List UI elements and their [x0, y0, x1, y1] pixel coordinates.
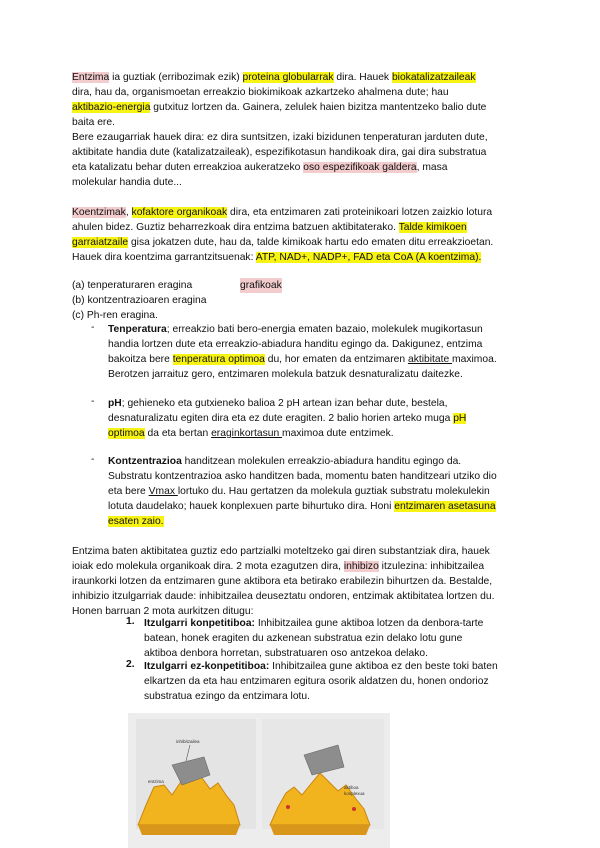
inhibition-figure-svg — [128, 713, 390, 848]
inhibition-figure — [128, 713, 390, 848]
highlight-ph: pH — [453, 413, 467, 424]
figure-label-right: aktiboa — [344, 785, 359, 790]
bullet-dash: - — [91, 322, 95, 333]
intro-paragraph: Entzima ia guztiak (erribozimak ezik) proteina globularrak dira. Hauek biokatalizatzaileak dira, hau da, organismoetan erreakzio biokimikoak azkartzeko ahalmena dute; hau aktibazio-energia gutxituz lortzen da. Gainera, zelulek haien bizitza mantentzeko balio dute baita ere. Bere ezaugarriak hauek dira: ez dira suntsitzen, izaki bizidunen tenperaturan jarduten dute, aktibitate handia dute (katalizatzaileak), espezifikotasun handikoak dira, gai dira substratua eta katalizatu behar duten erreakzioa aukeratzeko oso espezifikoak galdera, masa molekular handia dute... — [72, 72, 488, 188]
bullet-tenperatura: Tenperatura; erreakzio bati bero-energia ematen bazaio, molekulek mugikortasun handia lortzen dute eta erreakzio-abiadura handitu egingo da. Dakigunez, entzima bakoitza bere tenperatura optimoa du, hor ematen da entzimaren aktibitate maximoa. Berotzen jarraituz gero, entzimaren molekula batzuk desnaturalizatu daitezke. — [108, 324, 497, 380]
inhibition-paragraph: Entzima baten aktibitatea guztiz edo partzialki moteltzeko gai diren substantziak dira, hauek ioiak edo molekula organikoak dira. 2 mota ezagutzen dira, inhibizo itzulezina: inhibitzailea iraunkorki lotzen da entzimaren gune aktibora eta betirako erabilezin bihurtzen da. Bestalde, inhibizio itzulgarriak daude: inhibitzailea deuseztatu ondoren, entzimak aktibitatea lortzen du. Honen barruan 2 mota aurkitzen ditugu: — [72, 546, 495, 617]
highlight-entzimaren-asetasuna: entzimaren asetasuna — [394, 501, 496, 512]
bullet-dash: - — [91, 454, 95, 465]
factor-c: (c) Ph-ren eragina. — [72, 310, 158, 321]
highlight-biokatalizatzaileak: biokatalizatzaileak — [391, 72, 476, 83]
factor-list — [72, 278, 532, 323]
inhibition-type-competitive: Itzulgarri konpetitiboa: Inhibitzailea gune aktiboa lotzen da denbora-tarte batean, honek eragiten du azkenean substratua ezin delako lotu gune aktiboa denbora horretan, substratuaren oso antzekoa delako. — [144, 618, 484, 659]
figure-dot — [352, 807, 356, 811]
factor-a: (a) tenperaturaren eragina — [72, 280, 193, 291]
highlight-oso-espezifikoak: oso espezifikoak galdera — [303, 162, 417, 173]
highlight-garraiatzaile: garraiatzaile — [72, 237, 129, 248]
highlight-inhibizo: inhibizo — [343, 561, 379, 572]
highlight-koentzimak: Koentzimak — [72, 207, 126, 218]
figure-label-left: inhibitzailea — [176, 739, 200, 744]
highlight-proteina-globularrak: proteina globularrak — [242, 72, 334, 83]
figure-label-right2: konplexua — [344, 791, 365, 796]
bullet-ph: pH; gehieneko eta gutxieneko balioa 2 pH artean izan behar dute, bestela, desnaturalizatu egiten dira eta ez dute eragiten. 2 balio horien arteko muga pH optimoa da eta bertan eraginkortasun maximoa dute entzimek. — [108, 398, 467, 439]
highlight-optimoa: optimoa — [108, 428, 145, 439]
bullet-kontzentrazioa: Kontzentrazioa handitzean molekulen erreakzio-abiadura handitu egingo da. Substratu kontzentrazioa asko handitzen bada, momentu baten handitzeari utziko dio eta bere Vmax lortuko du. Hau gertatzen da molekula guztiak substratu molekulekin lotuta daudelako; hauek konplexuen parte bihurtuko dira. Honi entzimaren asetasuna esaten zaio. — [108, 456, 497, 527]
highlight-aktibazio-energia: aktibazio-energia — [72, 102, 151, 113]
highlight-talde-kimikoen: Talde kimikoen — [398, 222, 467, 233]
highlight-entzima: Entzima — [72, 72, 110, 83]
figure-dot — [286, 805, 290, 809]
highlight-kofaktore-organikoak: kofaktore organikoak — [131, 207, 228, 218]
highlight-tenperatura-optimoa: tenperatura optimoa — [172, 354, 265, 365]
inhibition-type-noncompetitive: Itzulgarri ez-konpetitiboa: Inhibitzailea gune aktiboa ez den beste toki baten elkartzen da eta hau entzimaren egitura osorik aldatzen du, honen ondorioz substratua ezingo da entzimara lotu. — [144, 661, 498, 702]
figure-label-left2: entzima — [148, 779, 164, 784]
factor-b: (b) kontzentrazioaren eragina — [72, 295, 207, 306]
note-grafikoak: grafikoak — [240, 280, 282, 291]
koentzima-paragraph: Koentzimak, kofaktore organikoak dira, eta entzimaren zati proteinikoari lotzen zaizkio lotura ahulen bidez. Guztiz beharrezkoak dira entzima batzuen aktibitaterako. Talde kimikoen garraiatzaile gisa jokatzen dute, hau da, talde kimikoak hartu edo ematen ditu erreakzioetan. Hauek dira koentzima garrantzitsuenak: ATP, NAD+, NADP+, FAD eta CoA (A koentzima). — [72, 207, 494, 263]
document-page: Entzima ia guztiak (erribozimak ezik) proteina globularrak dira. Hauek biokatalizatzaileak dira, hau da, organismoetan erreakzio biokimikoak azkartzeko ahalmena dute; hau aktibazio-energia gutxituz lortzen da. Gainera, zelulek haien bizitza mantentzeko balio dute baita ere. Bere ezaugarriak hauek dira: ez dira suntsitzen, izaki bizidunen tenperaturan jarduten dute, aktibitate handia dute (katalizatzaileak), espezifikotasun handikoak dira, gai dira substratua eta katalizatu behar duten erreakzioa aukeratzeko oso espezifikoak galdera, masa molekular handia dute... Koentzimak, kofaktore organikoak dira, eta entzimaren zati proteinikoari lotzen zaizkio lotura ahulen bidez. Guztiz beharrezkoak dira entzima batzuen aktibitaterako. Talde kimikoen garraiatzaile gisa jokatzen dute, hau da, talde kimikoak hartu edo ematen ditu erreakzioetan. Hauek dira koentzima garrantzitsuenak: ATP, NAD+, NADP+, FAD eta CoA (A koentzima). (a) tenperaturaren eragina grafikoak (b) kontzentrazioaren eragina (c) Ph-ren eragina. - Tenperatura; erreakzio bati bero-energia ematen bazaio, molekulek mugikortasun handia lortzen dute eta erreakzio-abiadura handitu egingo da. Dakigunez, entzima bakoitza bere tenperatura optimoa du, hor ematen da entzimaren aktibitate maximoa. Berotzen jarraituz gero, entzimaren molekula batzuk desnaturalizatu daitezke. - pH; gehieneko eta gutxieneko balioa 2 pH artean izan behar dute, bestela, desnaturalizatu egiten dira eta ez dute eragiten. 2 balio horien arteko muga pH optimoa da eta bertan eraginkortasun maximoa dute entzimek. - Kontzentrazioa handitzean molekulen erreakzio-abiadura handitu egingo da. Substratu kontzentrazioa asko handitzen bada, momentu baten handitzeari utziko dio eta bere Vmax lortuko du. Hau gertatzen da molekula guztiak substratu molekulekin lotuta daudelako; hauek konplexuen parte bihurtuko dira. Honi entzimaren asetasuna esaten zaio. Entzima baten aktibitatea guztiz edo partzialki moteltzeko gai diren substantziak dira, hauek ioiak edo molekula organikoak dira. 2 mota ezagutzen dira, inhibizo itzulezina: inhibitzailea iraunkorki lotzen da entzimaren gune aktibora eta betirako erabilezin bihurtzen da. Bestalde, inhibizio itzulgarriak daude: inhibitzailea deuseztatu ondoren, entzimak aktibitatea lortzen du. Honen barruan 2 mota aurkitzen ditugu: 1. Itzulgarri konpetitiboa: Inhibitzailea gune aktiboa lotzen da denbora-tarte batean, honek eragiten du azkenean substratua ezin delako lotu gune aktiboa denbora horretan, substratuaren oso antzekoa delako. 2. Itzulgarri ez-konpetitiboa: Inhibitzailea gune aktiboa ez den beste toki baten elkartzen da eta hau entzimaren egitura osorik aldatzen du, honen ondorioz substratua ezingo da entzimara lotu. inhibitzailea entzima aktiboa konplexua — [0, 0, 600, 848]
bullet-dash: - — [91, 396, 95, 407]
highlight-koentzima-list: ATP, NAD+, NADP+, FAD eta CoA (A koentzima). — [255, 252, 482, 263]
